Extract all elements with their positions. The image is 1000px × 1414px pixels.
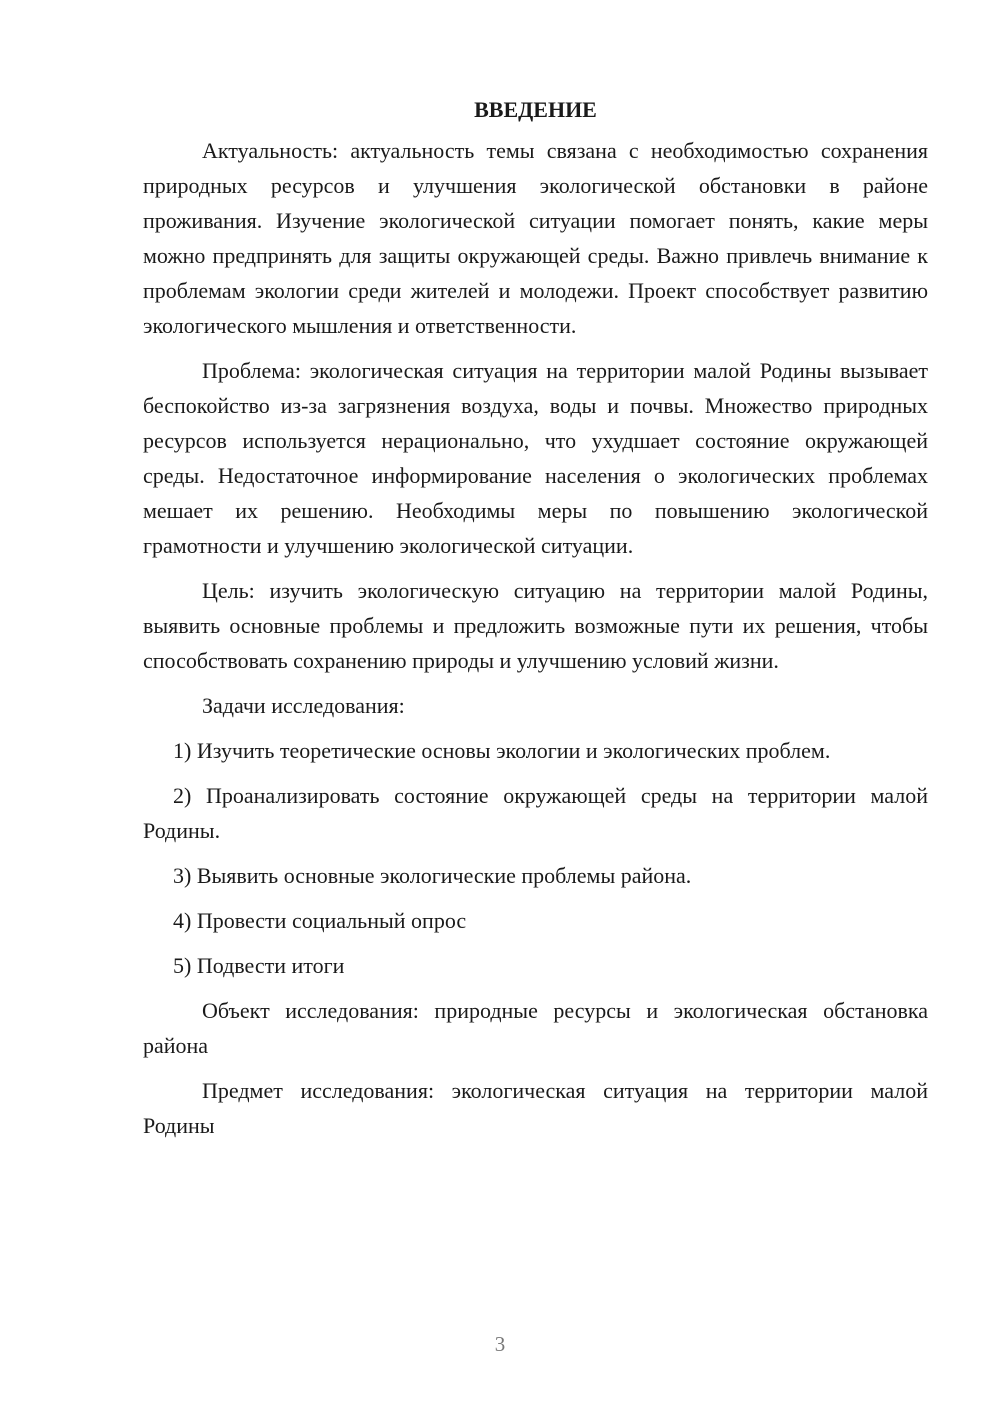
paragraph-problem: Проблема: экологическая ситуация на территории малой Родины вызывает беспокойство из-за загрязнения воздуха, воды и почвы. Множество природных ресурсов используется нерационально, что ухудшает состояние окружающей среды. Недостаточное информирование населения о экологических проблемах мешает их решению. Необходимы меры по повышению экологической грамотности и улучшению экологической ситуации. bbox=[143, 358, 928, 558]
page-number: 3 bbox=[494, 1332, 506, 1356]
task-item-1: 1) Изучить теоретические основы экологии и экологических проблем. bbox=[173, 738, 831, 763]
tasks-heading: Задачи исследования: bbox=[202, 693, 405, 718]
task-item-3: 3) Выявить основные экологические проблемы района. bbox=[173, 863, 692, 888]
paragraph-goal: Цель: изучить экологическую ситуацию на территории малой Родины, выявить основные проблемы и предложить возможные пути их решения, чтобы способствовать сохранению природы и улучшению условий жизни. bbox=[143, 578, 928, 673]
paragraph-object: Объект исследования: природные ресурсы и экологическая обстановка района bbox=[143, 998, 928, 1058]
paragraph-subject: Предмет исследования: экологическая ситуация на территории малой Родины bbox=[143, 1078, 928, 1138]
paragraph-relevance: Актуальность: актуальность темы связана с необходимостью сохранения природных ресурсов и улучшения экологической обстановки в районе проживания. Изучение экологической ситуации помогает понять, какие меры можно предпринять для защиты окружающей среды. Важно привлечь внимание к проблемам экологии среди жителей и молодежи. Проект способствует развитию экологического мышления и ответственности. bbox=[143, 138, 928, 338]
page-title: ВВЕДЕНИЕ bbox=[474, 97, 597, 122]
page-content bbox=[143, 92, 928, 1153]
task-item-2: 2) Проанализировать состояние окружающей среды на территории малой Родины. bbox=[143, 783, 928, 843]
task-item-5: 5) Подвести итоги bbox=[173, 953, 345, 978]
task-item-4: 4) Провести социальный опрос bbox=[173, 908, 467, 933]
